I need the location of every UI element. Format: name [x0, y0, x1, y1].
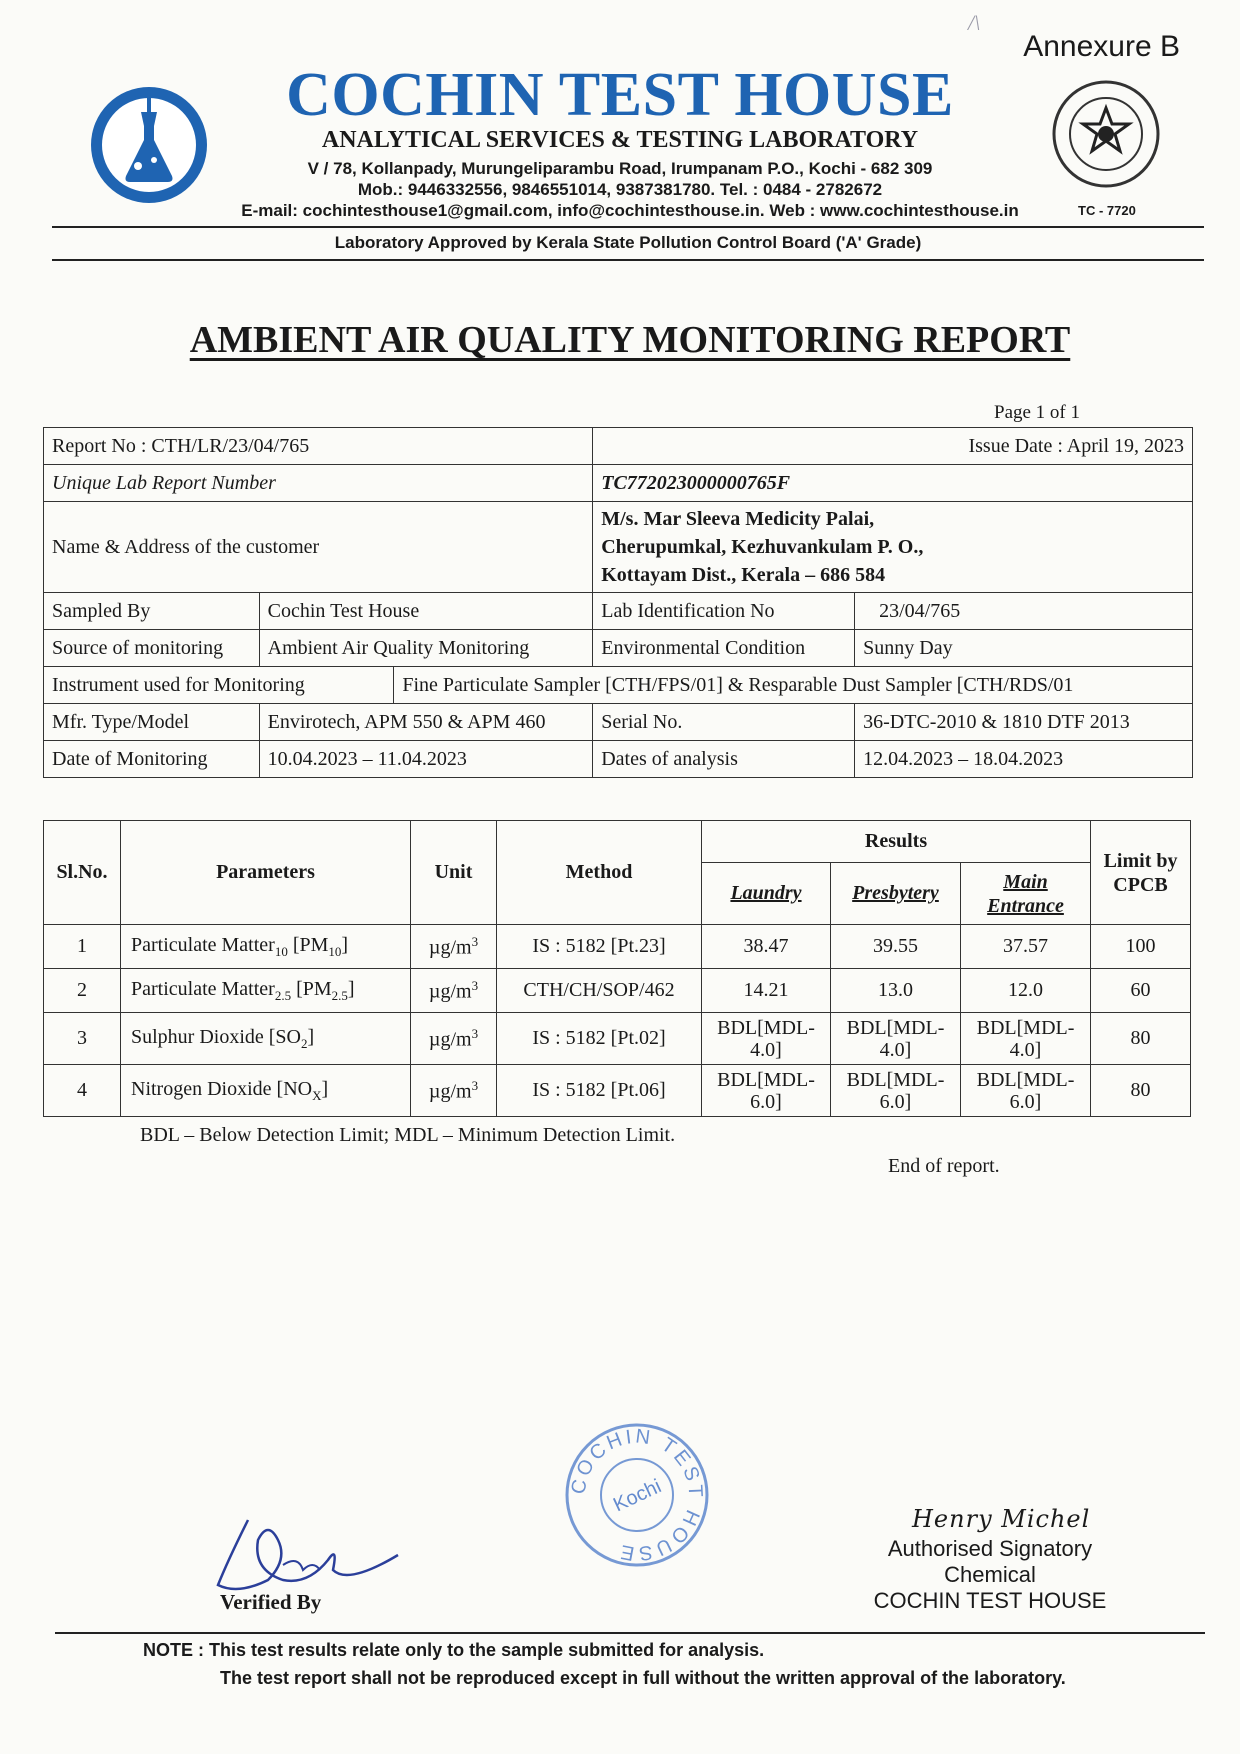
env-value: Sunny Day	[855, 630, 1193, 667]
signatory-name: Henry Michel	[912, 1505, 1091, 1533]
signatory-department: Chemical	[944, 1562, 1036, 1587]
serial-value: 36-DTC-2010 & 1810 DTF 2013	[855, 704, 1193, 741]
row-unit: $\mu g/m^3$	[411, 1065, 497, 1117]
report-info-table	[43, 427, 1193, 778]
bdl-note: BDL – Below Detection Limit; MDL – Minimum Detection Limit.	[140, 1124, 676, 1146]
source-label: Source of monitoring	[44, 630, 260, 667]
lab-logo-icon	[88, 84, 210, 206]
annexure-label: Annexure B	[1023, 30, 1180, 63]
row-limit: 80	[1091, 1013, 1191, 1065]
row-value-presbytery: BDL[MDL-4.0]	[831, 1013, 961, 1065]
row-value-laundry: 14.21	[702, 969, 831, 1013]
ulr-label: Unique Lab Report Number	[44, 465, 593, 502]
row-value-presbytery: BDL[MDL-6.0]	[831, 1065, 961, 1117]
customer-address	[593, 502, 1193, 593]
end-of-report: End of report.	[888, 1155, 1000, 1177]
customer-label: Name & Address of the customer	[44, 502, 593, 593]
header-parameters: Parameters	[121, 821, 411, 925]
lab-subtitle: ANALYTICAL SERVICES & TESTING LABORATORY	[321, 127, 919, 153]
header-divider-2	[52, 259, 1204, 261]
lab-phones: Mob.: 9446332556, 9846551014, 9387381780. Tel. : 0484 - 2782672	[357, 180, 883, 199]
signatory-role: Authorised Signatory	[887, 1536, 1093, 1561]
customer-line-3: Kottayam Dist., Kerala – 686 584	[601, 564, 886, 586]
accreditation-seal-icon	[1050, 78, 1162, 190]
issue-date: Issue Date : April 19, 2023	[593, 428, 1193, 465]
table-row	[44, 1065, 1191, 1117]
info-row-report	[44, 428, 1193, 465]
info-row-sampled	[44, 593, 1193, 630]
results-table	[43, 820, 1191, 1117]
header-location-presbytery: Presbytery	[831, 863, 961, 925]
tc-code: TC - 7720	[1078, 203, 1136, 218]
footer-note-2: The test report shall not be reproduced except in full without the written approval of the laboratory.	[220, 1668, 1066, 1688]
header-location-laundry: Laundry	[702, 863, 831, 925]
mfr-value: Envirotech, APM 550 & APM 460	[259, 704, 593, 741]
info-row-ulr	[44, 465, 1193, 502]
info-row-mfr	[44, 704, 1193, 741]
source-value: Ambient Air Quality Monitoring	[259, 630, 593, 667]
row-value-main-entrance: 12.0	[961, 969, 1091, 1013]
table-row	[44, 1013, 1191, 1065]
row-limit: 100	[1091, 925, 1191, 969]
row-value-laundry: BDL[MDL-4.0]	[702, 1013, 831, 1065]
info-row-source	[44, 630, 1193, 667]
row-unit: $\mu g/m^3$	[411, 1013, 497, 1065]
row-unit: $\mu g/m^3$	[411, 925, 497, 969]
lab-id-value: 23/04/765	[855, 593, 1193, 630]
verifier-signature	[208, 1500, 408, 1600]
row-value-main-entrance: 37.57	[961, 925, 1091, 969]
report-no: Report No : CTH/LR/23/04/765	[44, 428, 593, 465]
header-slno: Sl.No.	[44, 821, 121, 925]
row-value-presbytery: 39.55	[831, 925, 961, 969]
row-method: IS : 5182 [Pt.06]	[497, 1065, 702, 1117]
sampled-by-label: Sampled By	[44, 593, 260, 630]
row-parameter: Particulate Matter$_{10}$ $[PM_{10}]$	[121, 925, 411, 969]
row-method: IS : 5182 [Pt.02]	[497, 1013, 702, 1065]
row-limit: 60	[1091, 969, 1191, 1013]
svg-text:Kochi: Kochi	[610, 1475, 665, 1517]
header-results: Results	[702, 821, 1091, 863]
env-label: Environmental Condition	[593, 630, 855, 667]
row-sl: 3	[44, 1013, 121, 1065]
row-sl: 2	[44, 969, 121, 1013]
row-method: IS : 5182 [Pt.23]	[497, 925, 702, 969]
lab-email-web: E-mail: cochintesthouse1@gmail.com, info@cochintesthouse.in. Web : www.cochintesthouse.in	[241, 201, 1019, 220]
row-limit: 80	[1091, 1065, 1191, 1117]
table-row	[44, 925, 1191, 969]
row-sl: 4	[44, 1065, 121, 1117]
row-value-main-entrance: BDL[MDL-6.0]	[961, 1065, 1091, 1117]
handwritten-mark: /\	[968, 10, 981, 35]
footer-note-1: NOTE : This test results relate only to the sample submitted for analysis.	[143, 1640, 765, 1660]
row-value-laundry: 38.47	[702, 925, 831, 969]
date-monitoring-label: Date of Monitoring	[44, 741, 260, 778]
header-method: Method	[497, 821, 702, 925]
row-value-main-entrance: BDL[MDL-4.0]	[961, 1013, 1091, 1065]
row-parameter: Nitrogen Dioxide $[NO_X]$	[121, 1065, 411, 1117]
mfr-label: Mfr. Type/Model	[44, 704, 260, 741]
ulr-value: TC772023000000765F	[593, 465, 1193, 502]
lab-id-label: Lab Identification No	[593, 593, 855, 630]
results-header-row	[44, 821, 1191, 863]
date-analysis-value: 12.04.2023 – 18.04.2023	[855, 741, 1193, 778]
header-location-main-entrance: Main Entrance	[961, 863, 1091, 925]
info-row-dates	[44, 741, 1193, 778]
report-title: AMBIENT AIR QUALITY MONITORING REPORT	[189, 319, 1071, 361]
signatory-organization: COCHIN TEST HOUSE	[873, 1588, 1107, 1613]
sampled-by-value: Cochin Test House	[259, 593, 593, 630]
date-monitoring-value: 10.04.2023 – 11.04.2023	[259, 741, 593, 778]
lab-address: V / 78, Kollanpady, Murungeliparambu Road, Irumpanam P.O., Kochi - 682 309	[307, 159, 933, 178]
row-parameter: Sulphur Dioxide $[SO_2]$	[121, 1013, 411, 1065]
row-value-presbytery: 13.0	[831, 969, 961, 1013]
header-divider	[52, 226, 1204, 228]
serial-label: Serial No.	[593, 704, 855, 741]
approval-line: Laboratory Approved by Kerala State Pollution Control Board ('A' Grade)	[334, 233, 922, 252]
footer-divider	[55, 1632, 1205, 1634]
header-limit: Limit by CPCB	[1091, 821, 1191, 925]
svg-text:COCHIN TEST HOUSE: COCHIN TEST HOUSE	[567, 1425, 707, 1565]
row-parameter: Particulate Matter$_{2.5}$ $[PM_{2.5}]$	[121, 969, 411, 1013]
verified-by-label: Verified By	[220, 1590, 322, 1614]
row-sl: 1	[44, 925, 121, 969]
instrument-value: Fine Particulate Sampler [CTH/FPS/01] & Resparable Dust Sampler [CTH/RDS/01	[394, 667, 1193, 704]
header-unit: Unit	[411, 821, 497, 925]
page-number: Page 1 of 1	[994, 402, 1081, 423]
info-row-customer	[44, 502, 1193, 593]
row-method: CTH/CH/SOP/462	[497, 969, 702, 1013]
instrument-label: Instrument used for Monitoring	[44, 667, 394, 704]
row-unit: $\mu g/m^3$	[411, 969, 497, 1013]
info-row-instrument	[44, 667, 1193, 704]
date-analysis-label: Dates of analysis	[593, 741, 855, 778]
customer-line-1: M/s. Mar Sleeva Medicity Palai,	[601, 508, 875, 530]
table-row	[44, 969, 1191, 1013]
lab-name: COCHIN TEST HOUSE	[286, 61, 954, 129]
row-value-laundry: BDL[MDL-6.0]	[702, 1065, 831, 1117]
customer-line-2: Cherupumkal, Kezhuvankulam P. O.,	[601, 536, 924, 558]
lab-stamp-icon	[562, 1420, 712, 1570]
